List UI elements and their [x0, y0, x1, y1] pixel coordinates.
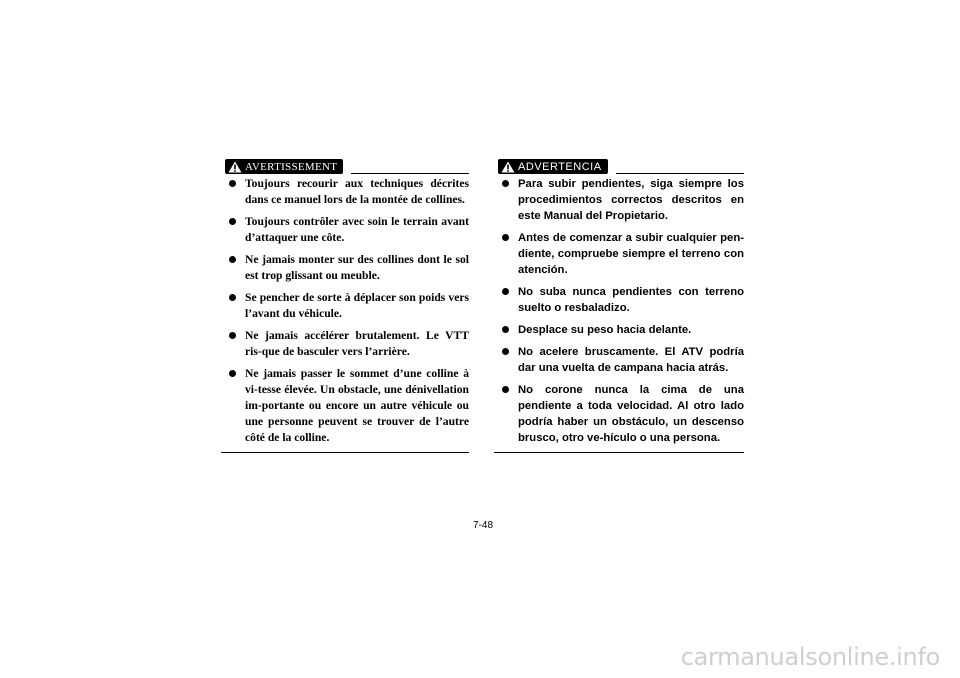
warning-triangle-icon: [501, 161, 515, 173]
bullet-icon: [229, 180, 236, 187]
bullet-icon: [229, 218, 236, 225]
list-item: No corone nunca la cima de una pendiente a toda velocidad. Al otro lado podría haber un obstáculo, un descenso brusco, otro ve-hículo o una persona.: [494, 382, 744, 446]
header-rule: [616, 173, 744, 174]
list-item: Ne jamais passer le sommet d’une colline à vi-tesse élevée. Un obstacle, une dénivellation im-portante ou encore un autre véhicule ou une personne peuvent se trouver de l’autre côté de la colline.: [221, 366, 469, 446]
warning-header: [221, 158, 469, 174]
bullet-icon: [502, 386, 509, 393]
warning-badge: [225, 159, 343, 174]
warning-badge: [498, 159, 608, 174]
list-item: No suba nunca pendientes con terreno suelto o resbaladizo.: [494, 284, 744, 316]
bullet-icon: [229, 370, 236, 377]
warning-title: AVERTISSEMENT: [245, 160, 338, 173]
list-item: Antes de comenzar a subir cualquier pen-diente, compruebe siempre el terreno con atención.: [494, 230, 744, 278]
warning-list: [221, 176, 469, 446]
list-item: Toujours contrôler avec soin le terrain avant d’attaquer une côte.: [221, 214, 469, 246]
bullet-icon: [502, 288, 509, 295]
bullet-icon: [502, 348, 509, 355]
list-item: Para subir pendientes, siga siempre los procedimientos correctos descritos en este Manual del Propietario.: [494, 176, 744, 224]
bullet-icon: [502, 180, 509, 187]
list-item: No acelere bruscamente. El ATV podría dar una vuelta de campana hacia atrás.: [494, 344, 744, 376]
warning-header: [494, 158, 744, 174]
warning-box-spanish: [494, 158, 744, 453]
bullet-icon: [229, 294, 236, 301]
header-rule: [351, 173, 469, 174]
list-item: Ne jamais accélérer brutalement. Le VTT ris-que de basculer vers l’arrière.: [221, 328, 469, 360]
list-item: Ne jamais monter sur des collines dont le sol est trop glissant ou meuble.: [221, 252, 469, 284]
warning-title: ADVERTENCIA: [518, 160, 602, 173]
bullet-icon: [229, 332, 236, 339]
page-number: 7-48: [472, 520, 493, 531]
warning-list: [494, 176, 744, 446]
warning-triangle-icon: [228, 161, 242, 173]
bullet-icon: [502, 326, 509, 333]
warning-box-french: [221, 158, 469, 453]
end-rule: [221, 452, 469, 453]
bullet-icon: [229, 256, 236, 263]
list-item: Se pencher de sorte à déplacer son poids vers l’avant du véhicule.: [221, 290, 469, 322]
bullet-icon: [502, 234, 509, 241]
list-item: Desplace su peso hacia delante.: [494, 322, 744, 338]
watermark: carmanualsonline.info: [680, 643, 940, 671]
list-item: Toujours recourir aux techniques décrites dans ce manuel lors de la montée de collines.: [221, 176, 469, 208]
end-rule: [494, 452, 744, 453]
